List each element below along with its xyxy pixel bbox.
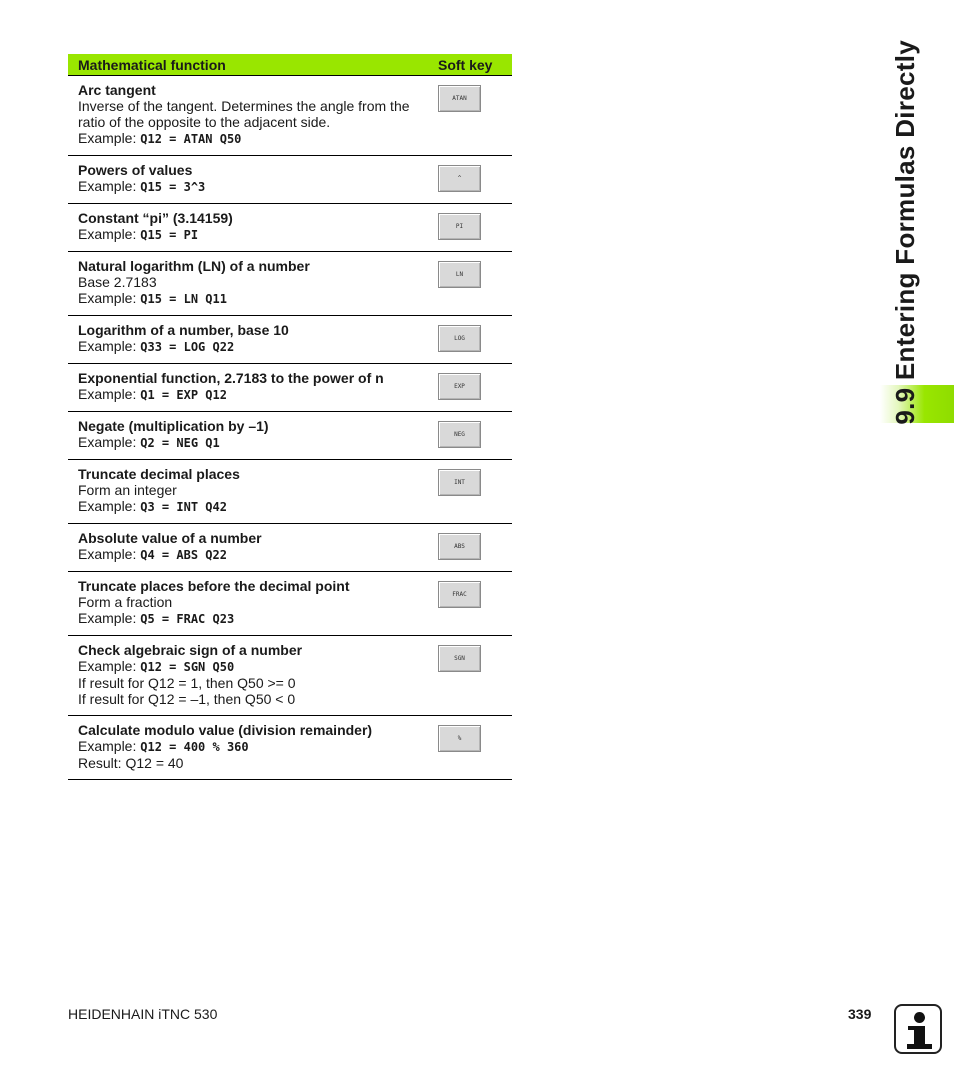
- table-header: [68, 54, 512, 76]
- example-code: Q2 = NEG Q1: [140, 436, 220, 450]
- table-row: [68, 412, 512, 460]
- footer-product: HEIDENHAIN iTNC 530: [68, 1006, 218, 1022]
- example-label: Example:: [78, 130, 141, 146]
- example-code: Q12 = 400 % 360: [140, 740, 249, 754]
- row-title: Constant “pi” (3.14159): [78, 210, 233, 226]
- row-example: [78, 290, 428, 307]
- row-description: [78, 162, 428, 195]
- softkey-exp[interactable]: EXP: [438, 373, 481, 400]
- softkey-frac[interactable]: FRAC: [438, 581, 481, 608]
- example-label: Example:: [78, 738, 141, 754]
- example-code: Q5 = FRAC Q23: [140, 612, 235, 626]
- row-description: [78, 210, 428, 243]
- row-description: [78, 258, 428, 307]
- softkey-abs[interactable]: ABS: [438, 533, 481, 560]
- table-row: [68, 76, 512, 156]
- row-desc-line: Form an integer: [78, 482, 177, 498]
- example-label: Example:: [78, 338, 141, 354]
- row-description: [78, 578, 428, 627]
- row-title: Calculate modulo value (division remainder): [78, 722, 373, 738]
- table-row: [68, 252, 512, 316]
- softkey-log[interactable]: LOG: [438, 325, 481, 352]
- table-row: [68, 716, 512, 780]
- row-example: [78, 498, 428, 515]
- row-description: [78, 82, 428, 147]
- softkey-ln[interactable]: LN: [438, 261, 481, 288]
- row-desc-line: Base 2.7183: [78, 274, 157, 290]
- row-example: [78, 338, 428, 355]
- softkey-mod[interactable]: %: [438, 725, 481, 752]
- softkey-neg[interactable]: NEG: [438, 421, 481, 448]
- row-description: [78, 418, 428, 451]
- row-example: [78, 130, 428, 147]
- softkey-int[interactable]: INT: [438, 469, 481, 496]
- row-description: [78, 370, 428, 403]
- row-title: Truncate decimal places: [78, 466, 240, 482]
- row-description: [78, 466, 428, 515]
- example-code: Q1 = EXP Q12: [140, 388, 227, 402]
- example-code: Q4 = ABS Q22: [140, 548, 227, 562]
- example-label: Example:: [78, 290, 141, 306]
- row-desc-line: ratio of the opposite to the adjacent side.: [78, 114, 331, 130]
- example-code: Q15 = 3^3: [140, 180, 206, 194]
- example-label: Example:: [78, 386, 141, 402]
- table-row: [68, 572, 512, 636]
- example-code: Q3 = INT Q42: [140, 500, 227, 514]
- page-number: 339: [848, 1006, 872, 1022]
- row-example: [78, 386, 428, 403]
- example-code: Q12 = ATAN Q50: [140, 132, 242, 146]
- example-code: Q33 = LOG Q22: [140, 340, 235, 354]
- example-code: Q12 = SGN Q50: [140, 660, 235, 674]
- table-row: [68, 156, 512, 204]
- example-label: Example:: [78, 546, 141, 562]
- table-row: [68, 636, 512, 716]
- example-code: Q15 = PI: [140, 228, 199, 242]
- row-description: [78, 722, 428, 771]
- row-title: Absolute value of a number: [78, 530, 262, 546]
- header-softkey: Soft key: [438, 56, 493, 73]
- row-title: Powers of values: [78, 162, 193, 178]
- table-body: [68, 76, 512, 780]
- row-example: [78, 658, 428, 675]
- table-row: [68, 204, 512, 252]
- row-title: Exponential function, 2.7183 to the power of n: [78, 370, 384, 386]
- row-description: [78, 322, 428, 355]
- row-example: [78, 434, 428, 451]
- example-label: Example:: [78, 658, 141, 674]
- row-description: [78, 642, 428, 707]
- row-note-line: If result for Q12 = –1, then Q50 < 0: [78, 691, 296, 707]
- row-example: [78, 178, 428, 195]
- example-label: Example:: [78, 226, 141, 242]
- row-example: [78, 226, 428, 243]
- header-function: Mathematical function: [78, 56, 226, 73]
- row-title: Natural logarithm (LN) of a number: [78, 258, 310, 274]
- row-example: [78, 546, 428, 563]
- example-label: Example:: [78, 434, 141, 450]
- row-desc-line: Form a fraction: [78, 594, 173, 610]
- row-title: Negate (multiplication by –1): [78, 418, 269, 434]
- example-label: Example:: [78, 178, 141, 194]
- table-row: [68, 524, 512, 572]
- softkey-sgn[interactable]: SGN: [438, 645, 481, 672]
- row-title: Logarithm of a number, base 10: [78, 322, 289, 338]
- row-example: [78, 610, 428, 627]
- softkey-pi[interactable]: PI: [438, 213, 481, 240]
- row-title: Truncate places before the decimal point: [78, 578, 350, 594]
- chapter-title: [883, 40, 928, 425]
- row-desc-line: Inverse of the tangent. Determines the angle from the: [78, 98, 410, 114]
- table-row: [68, 364, 512, 412]
- example-label: Example:: [78, 498, 141, 514]
- softkey-atan[interactable]: ATAN: [438, 85, 481, 112]
- row-description: [78, 530, 428, 563]
- softkey-power[interactable]: ^: [438, 165, 481, 192]
- row-title: Check algebraic sign of a number: [78, 642, 303, 658]
- table-row: [68, 316, 512, 364]
- chapter-title-text: 9.9 Entering Formulas Directly: [890, 40, 920, 425]
- row-note-line: Result: Q12 = 40: [78, 755, 184, 771]
- info-icon: [894, 1004, 942, 1054]
- row-example: [78, 738, 428, 755]
- example-code: Q15 = LN Q11: [140, 292, 227, 306]
- example-label: Example:: [78, 610, 141, 626]
- row-title: Arc tangent: [78, 82, 156, 98]
- row-note-line: If result for Q12 = 1, then Q50 >= 0: [78, 675, 296, 691]
- table-row: [68, 460, 512, 524]
- function-table: [68, 54, 512, 780]
